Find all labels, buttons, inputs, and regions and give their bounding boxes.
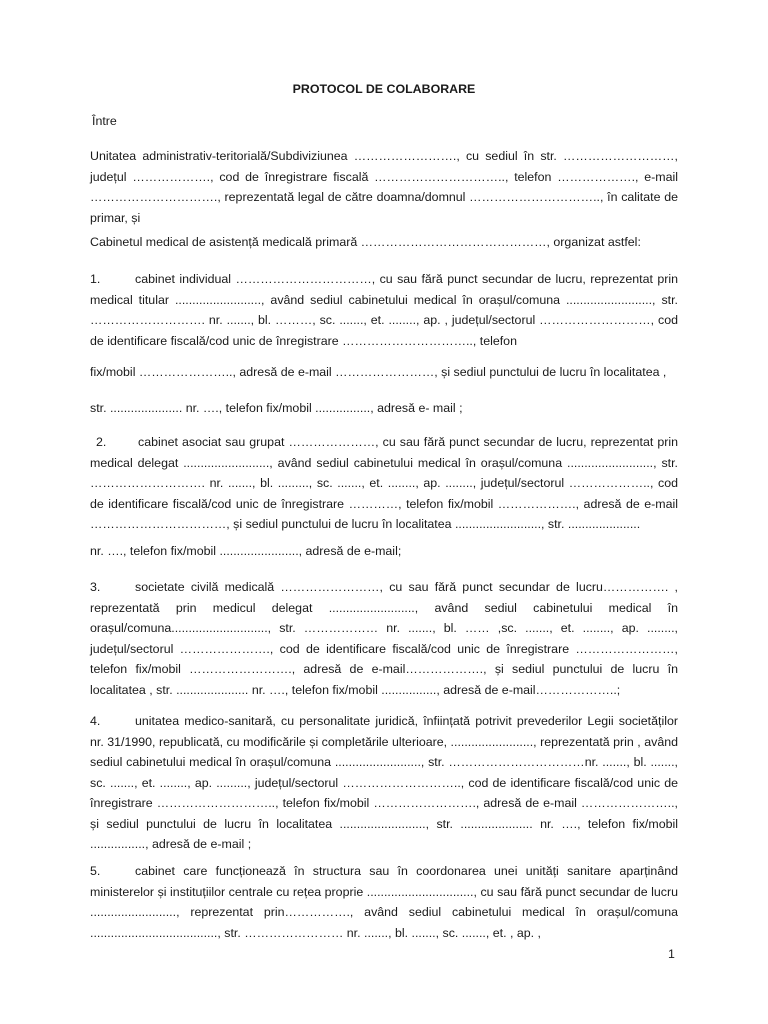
item-1-line-2: fix/mobil ………………….., adresă de e-mail ……………………, și sediul punctului de lucru în localitatea , xyxy=(90,365,667,379)
document-title: PROTOCOL DE COLABORARE xyxy=(292,82,476,96)
item-number: 5. xyxy=(90,864,101,878)
item-2-paragraph xyxy=(90,432,678,535)
item-number: 1. xyxy=(90,272,101,286)
item-5-paragraph xyxy=(90,861,678,943)
item-1-paragraph xyxy=(90,269,678,351)
item-4-paragraph xyxy=(90,711,678,855)
item-number: 2. xyxy=(96,435,107,449)
item-text: cabinet individual ……………………………, cu sau fără punct secundar de lucru, reprezentat prin medical titular ........................., având sediul cabinetului medical în orașul/comuna ........................., str. ………………………. nr. ......., bl. ………, sc. ......., et. ........, ap. , județul/sectorul ………………………, cod de identificare fiscală/cod unic de înregistrare ………………………….., telefon xyxy=(90,272,678,348)
item-text: cabinet asociat sau grupat …………………, cu sau fără punct secundar de lucru, reprezentat prin medical delegat ........................., având sediul cabinetului medical în orașul/comuna ........................., str. ………………………. nr. ......., bl. ........., sc. ......., et. ........, ap. ........, județul/sectorul ……………….., cod de identificare fiscală/cod unic de înregistrare …………, telefon fix/mobil ………………., adresă de e-mail ……………………………, și sediul punctului de lucru în localitatea ........................., str. ..................... xyxy=(90,435,678,531)
item-text: societate civilă medicală ……………………, cu sau fără punct secundar de lucru……………. , reprezentată prin medicul delegat ........................., având sediul cabinetului medical în orașul/comuna............................, str. ……………… nr. ......., bl. …… ,sc. ......., et. ........, ap. ........, județul/sectorul …………………., cod de identificare fiscală/cod unic de înregistrare ……………………, telefon fix/mobil ……………………., adresă de e-mail………………., și sediul punctului de lucru în localitatea , str. ..................... nr. …., telefon fix/mobil ................, adresă de e-mail………………..; xyxy=(90,580,678,697)
item-text: unitatea medico-sanitară, cu personalitate juridică, înființată potrivit prevederilor Legii societăților nr. 31/1990, republicată, cu modificările și completările ulterioare, ........................, reprezentată prin , având sediul cabinetului medical în orașul/comuna ........................., str. ……………………………nr. ......., bl. ......., sc. ......., et. ........, ap. ........., județul/sectorul ……………………….., cod de identificare fiscală/cod unic de înregistrare ……………………….., telefon fix/mobil ……………………., adresă de e-mail ………………….., și sediul punctului de lucru în localitatea ........................., str. ..................... nr. …., telefon fix/mobil ................, adresă de e-mail ; xyxy=(90,714,678,851)
intro-text: Între xyxy=(92,114,117,128)
item-text: cabinet care funcționează în structura sau în coordonarea unei unități sanitare aparținând ministerelor și instituțiilor centrale cu rețea proprie ..............................., cu sau fără punct secundar de lucru ........................., reprezentat prin……………., având sediul cabinetului medical în orașul/comuna ....................................., str. …………………… nr. ......., bl. ......., sc. ......., et. , ap. , xyxy=(90,864,678,940)
party-uat-paragraph: Unitatea administrativ-teritorială/Subdiviziunea ……………………., cu sediul în str. ………………………, județul ………………., cod de înregistrare fiscală ………………………….., telefon ………………., e-mail …………………………., reprezentată legal de către doamna/domnul ………………………….., în calitate de primar, și xyxy=(90,149,678,225)
item-number: 4. xyxy=(90,714,101,728)
party-cabinet-paragraph: Cabinetul medical de asistență medicală primară ………………………………………, organizat astfel: xyxy=(90,235,641,249)
item-1-line-3: str. ..................... nr. …., telefon fix/mobil ................, adresă e- mail ; xyxy=(90,401,463,415)
item-2-line-2: nr. …., telefon fix/mobil ......................., adresă de e-mail; xyxy=(90,544,402,558)
page-number: 1 xyxy=(668,947,675,961)
item-3-paragraph xyxy=(90,577,678,700)
item-number: 3. xyxy=(90,580,101,594)
